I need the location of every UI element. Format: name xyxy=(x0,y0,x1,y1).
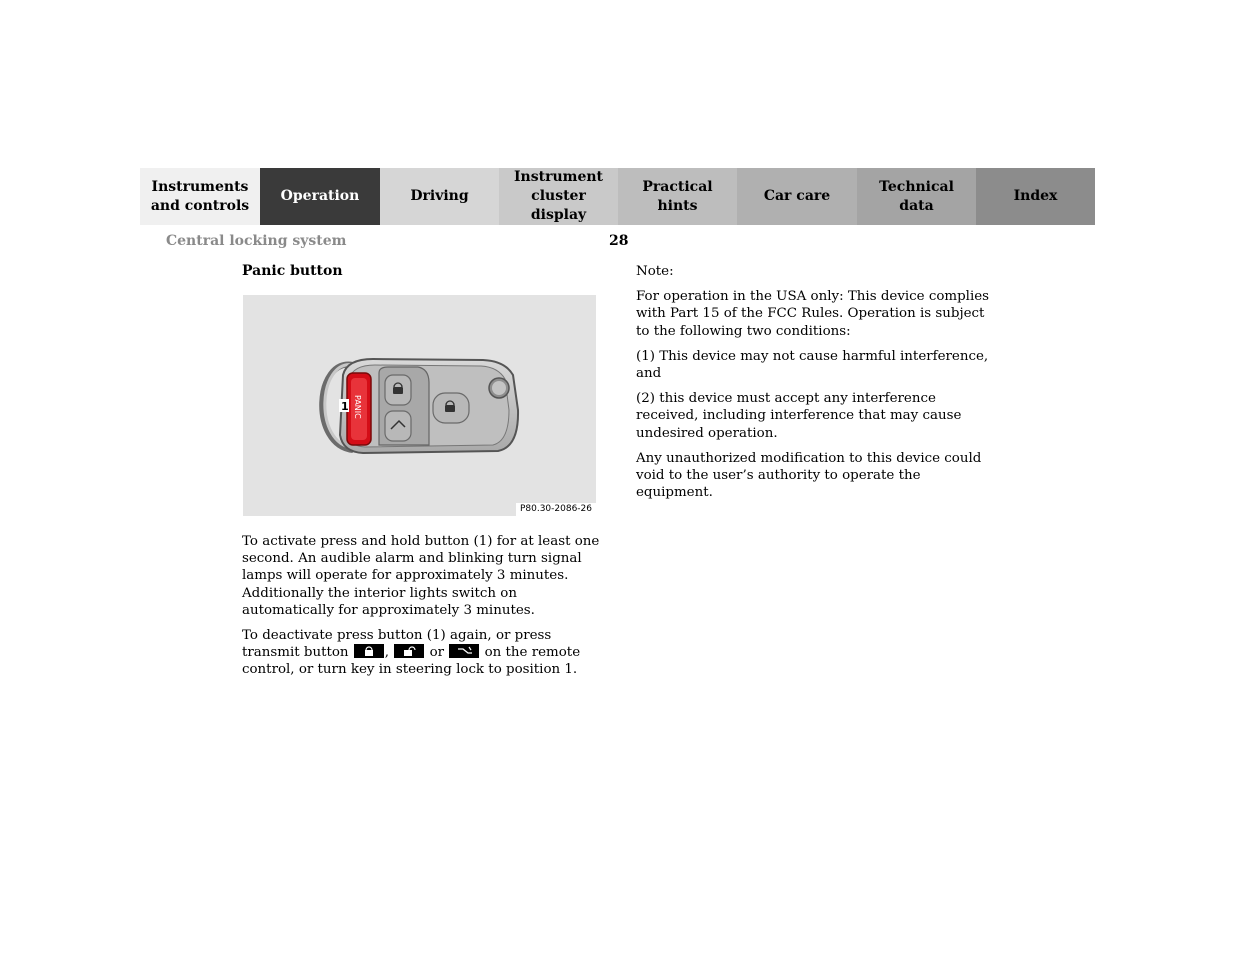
tab-index[interactable] xyxy=(976,168,1095,225)
panic-button-heading: Panic button xyxy=(242,263,343,279)
lock-icon xyxy=(354,644,384,658)
activate-paragraph: To activate press and hold button (1) for at least one second. An audible alarm and blinking turn signal lamps will operate for approximately 3 minutes. Additionally the interior lights switch on automatically for approximately 3 minutes. xyxy=(242,534,600,618)
section-tabs xyxy=(140,168,1095,225)
modification-warning: Any unauthorized modification to this device could void to the user’s authority to operate the equipment. xyxy=(636,450,982,501)
figure-code: P80.30-2086-26 xyxy=(516,503,596,516)
tab-label: Index xyxy=(1013,188,1058,204)
tab-label: Car care xyxy=(763,188,831,204)
deactivate-paragraph xyxy=(242,627,602,679)
condition-1: (1) This device may not cause harmful interference, and xyxy=(636,348,989,382)
tab-technical-data[interactable] xyxy=(857,168,976,225)
tab-label: Instrument cluster display xyxy=(514,169,603,223)
separator-comma: , xyxy=(384,645,390,661)
tab-practical-hints[interactable] xyxy=(618,168,737,225)
panic-label: PANIC xyxy=(353,395,362,419)
left-column xyxy=(242,533,602,687)
remote-key-figure xyxy=(243,295,596,516)
section-title: Central locking system xyxy=(166,233,347,249)
tab-instrument-cluster-display[interactable] xyxy=(499,168,618,225)
callout-1: 1 xyxy=(341,400,349,413)
tab-instruments-and-controls[interactable] xyxy=(140,168,260,225)
separator-or: or xyxy=(429,645,445,661)
unlock-icon xyxy=(394,644,424,658)
tab-driving[interactable] xyxy=(380,168,499,225)
deactivate-text-1: To deactivate press button (1) again, or press transmit button xyxy=(242,628,552,661)
tab-label: Driving xyxy=(410,188,469,204)
note-label: Note: xyxy=(636,264,674,279)
tab-car-care[interactable] xyxy=(737,168,857,225)
tab-label: Operation xyxy=(280,188,360,204)
right-column xyxy=(636,263,1001,509)
tab-label: Practical hints xyxy=(642,178,713,214)
remote-key-illustration xyxy=(243,295,596,516)
fcc-paragraph: For operation in the USA only: This device complies with Part 15 of the FCC Rules. Operation is subject to the following two conditions: xyxy=(636,289,990,339)
condition-2: (2) this device must accept any interference received, including interference that may cause undesired operation. xyxy=(636,391,962,441)
page-number: 28 xyxy=(609,233,629,249)
deactivate-text-2: on the remote control, or turn key in steering lock to position 1. xyxy=(242,645,581,678)
tab-label: Instruments and controls xyxy=(150,178,250,214)
tab-label: Technical data xyxy=(879,178,954,214)
tab-operation[interactable] xyxy=(260,168,380,225)
trunk-icon xyxy=(449,644,479,658)
